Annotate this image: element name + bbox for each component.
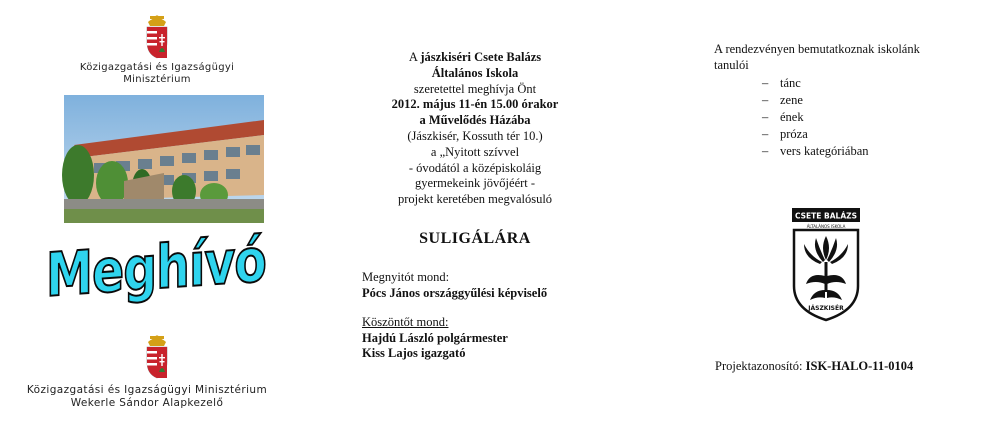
invite-line1 bbox=[330, 50, 620, 66]
left-panel bbox=[0, 0, 330, 430]
list-item: – tánc bbox=[762, 75, 869, 92]
greeting-label: Köszöntőt mond: bbox=[362, 315, 449, 329]
project-id-label: Projektazonosító: bbox=[715, 359, 806, 373]
opening-label: Megnyitót mond: bbox=[362, 270, 450, 284]
invite-venue: a Művelődés Házába bbox=[419, 113, 531, 128]
invite-line8: - óvodától a középiskoláig bbox=[408, 160, 542, 175]
meghivo-title bbox=[40, 221, 326, 312]
hungarian-crest-icon-bottom bbox=[142, 334, 172, 380]
ministry-bottom-line2: Wekerle Sándor Alapkezelő bbox=[70, 397, 224, 409]
list-item: – ének bbox=[762, 109, 869, 126]
invite-line3: szeretettel meghívja Önt bbox=[413, 81, 537, 96]
list-item: – vers kategóriában bbox=[762, 143, 869, 160]
invite-line9: gyermekeink jövőjéért - bbox=[414, 176, 536, 191]
greeting-speaker-principal: Kiss Lajos igazgató bbox=[362, 346, 466, 360]
invite-line1-prefix: A bbox=[408, 50, 421, 64]
ministry-bottom-line1: Közigazgatási és Igazságügyi Minisztérium bbox=[26, 384, 268, 396]
ministry-top-line2: Minisztérium bbox=[123, 74, 191, 85]
opening-speaker: Pócs János országgyűlési képviselő bbox=[362, 285, 548, 300]
invite-address: (Jászkisér, Kossuth tér 10.) bbox=[407, 128, 543, 143]
ministry-top-line1: Közigazgatási és Igazságügyi bbox=[79, 62, 235, 73]
list-item: – próza bbox=[762, 126, 869, 143]
intro-line1: A rendezvényen bemutatkoznak iskolánk bbox=[714, 42, 920, 56]
logo-town: JÁSZKISÉR bbox=[808, 305, 844, 312]
invite-line2: Általános Iskola bbox=[431, 65, 519, 80]
hungarian-crest-icon bbox=[142, 14, 172, 60]
category-list bbox=[762, 75, 869, 160]
school-logo bbox=[790, 206, 862, 324]
performance-intro bbox=[714, 42, 994, 73]
ministry-name-bottom bbox=[2, 384, 292, 410]
ministry-name-top bbox=[62, 62, 252, 86]
project-id-value: ISK-HALO-11-0104 bbox=[805, 359, 914, 373]
intro-line2: tanulói bbox=[714, 57, 749, 72]
list-item: – zene bbox=[762, 92, 869, 109]
school-building-photo bbox=[64, 95, 264, 223]
logo-school-type: ÁLTALÁNOS ISKOLA bbox=[806, 224, 846, 229]
invite-datetime: 2012. május 11-én 15.00 órakor bbox=[391, 97, 559, 112]
project-identifier bbox=[715, 359, 995, 374]
invite-school-name: jászkiséri Csete Balázs bbox=[420, 50, 542, 64]
middle-panel bbox=[330, 0, 660, 430]
right-panel bbox=[660, 0, 1003, 430]
event-title: SULIGÁLÁRA bbox=[419, 230, 531, 247]
invitation-text bbox=[330, 50, 620, 208]
logo-school-name: CSETE BALÁZS bbox=[795, 211, 857, 221]
invite-line7: a „Nyitott szívvel bbox=[430, 144, 520, 159]
invite-line10: projekt keretében megvalósuló bbox=[397, 192, 553, 207]
speakers-section bbox=[362, 270, 622, 362]
meghivo-text: Meghívó bbox=[46, 221, 326, 311]
greeting-speaker-mayor: Hajdú László polgármester bbox=[362, 330, 508, 345]
